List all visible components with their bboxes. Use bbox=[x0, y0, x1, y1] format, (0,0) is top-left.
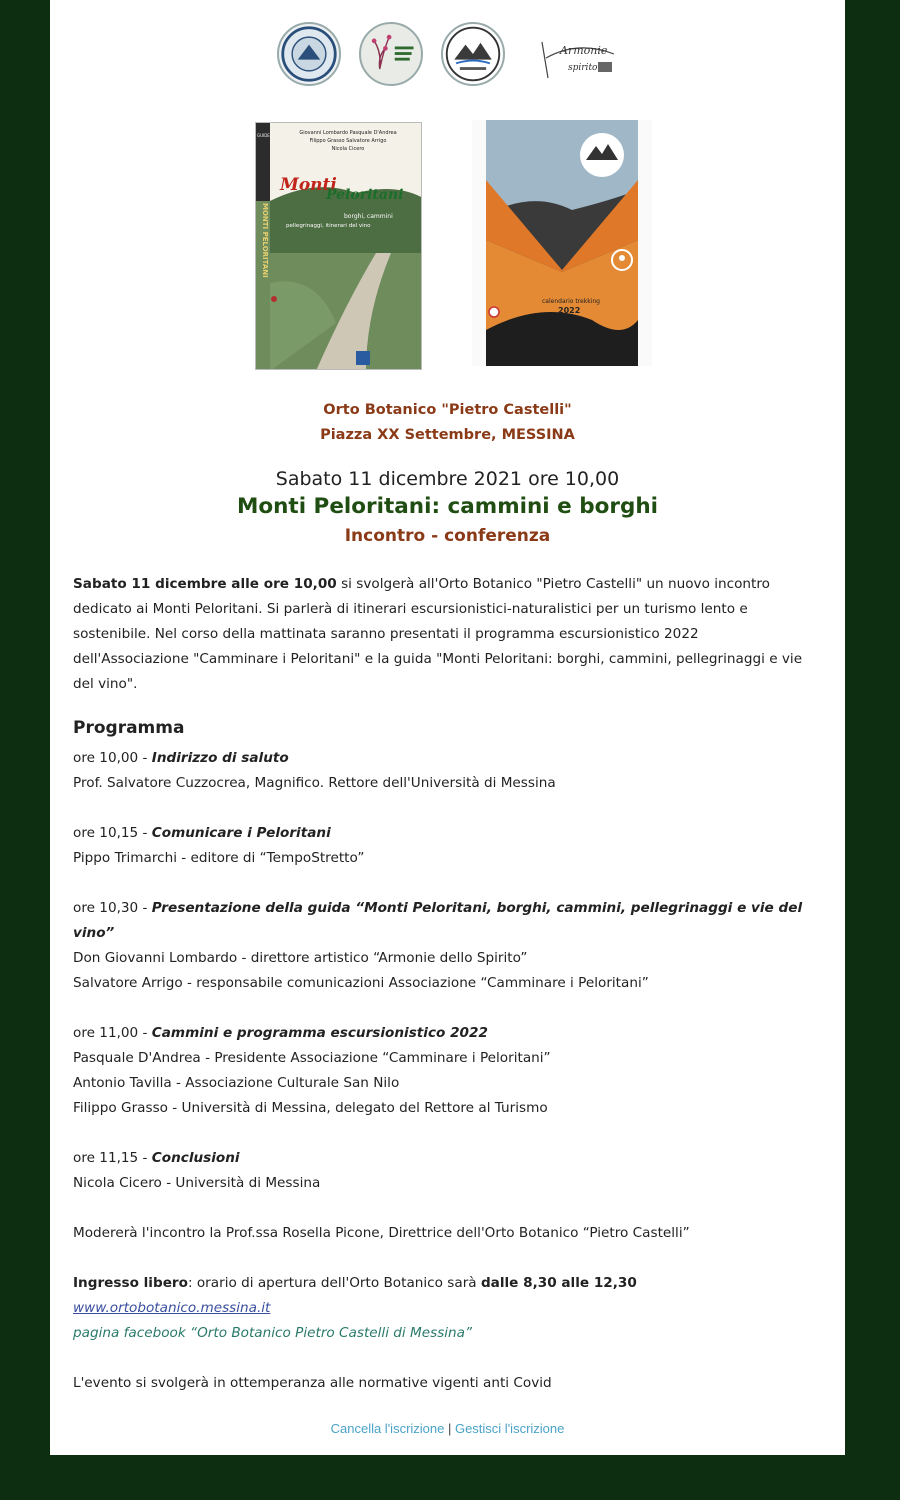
website-link[interactable]: www.ortobotanico.messina.it bbox=[73, 1300, 271, 1316]
session-speaker: Pasquale D'Andrea - Presidente Associazione “Camminare i Peloritani” bbox=[73, 1050, 551, 1066]
session-speaker: Antonio Tavilla - Associazione Culturale San Nilo bbox=[73, 1075, 400, 1091]
session-speaker: Pippo Trimarchi - editore di “TempoStretto” bbox=[73, 850, 365, 866]
session-2 bbox=[73, 821, 813, 871]
intro-text: si svolgerà all'Orto Botanico "Pietro Castelli" un nuovo incontro dedicato ai Monti Peloritani. Si parlerà di itinerari escursionistici-naturalistici per un turismo lento e sostenibile. Nel corso della mattinata saranno presentati il programma escursionistico 2022 dell'Associazione "Camminare i Peloritani" e la guida "Monti Peloritani: borghi, cammini, pellegrinaggi e vie del vino". bbox=[73, 576, 803, 693]
book-covers bbox=[50, 120, 845, 380]
session-speaker: Filippo Grasso - Università di Messina, delegato del Rettore al Turismo bbox=[73, 1100, 548, 1116]
ingresso-hours: dalle 8,30 alle 12,30 bbox=[480, 1275, 637, 1291]
partner-logos bbox=[50, 22, 845, 92]
book-authors-3: Nicola Cicero bbox=[331, 146, 365, 152]
venue-address: Piazza XX Settembre, MESSINA bbox=[320, 427, 575, 443]
session-topic: Conclusioni bbox=[151, 1150, 240, 1166]
covid-note: L'evento si svolgerà in ottemperanza alle normative vigenti anti Covid bbox=[73, 1375, 552, 1391]
session-5 bbox=[73, 1146, 813, 1196]
ingresso-info bbox=[73, 1271, 813, 1296]
book-authors-2: Filippo Grasso Salvatore Arrigo bbox=[309, 138, 387, 144]
ingresso-text: : orario di apertura dell'Orto Botanico sarà bbox=[187, 1275, 481, 1291]
book-title-monti: Monti bbox=[280, 175, 337, 195]
programma-list bbox=[73, 746, 813, 1396]
event-intro bbox=[73, 572, 813, 697]
university-seal-icon bbox=[277, 22, 341, 86]
book-tag: GUIDE bbox=[257, 133, 270, 138]
session-topic: Cammini e programma escursionistico 2022 bbox=[151, 1025, 488, 1041]
camminare-peloritani-logo-icon bbox=[441, 22, 505, 86]
subscription-footer bbox=[50, 1421, 845, 1436]
event-title: Monti Peloritani: cammini e borghi bbox=[236, 494, 659, 519]
armonie-dello-spirito-logo-icon bbox=[538, 32, 618, 82]
session-speaker: Prof. Salvatore Cuzzocrea, Magnifico. Rettore dell'Università di Messina bbox=[73, 775, 556, 791]
facebook-page-text: pagina facebook “Orto Botanico Pietro Castelli di Messina” bbox=[73, 1325, 473, 1341]
footer-separator: | bbox=[444, 1421, 455, 1436]
calendar-label: calendario trekking bbox=[542, 298, 600, 305]
session-topic: Presentazione della guida “Monti Peloritani, borghi, cammini, pellegrinaggi e vie del vino” bbox=[73, 900, 803, 941]
session-3 bbox=[73, 896, 813, 996]
newsletter-sheet bbox=[50, 0, 845, 1455]
book-sub-2: pellegrinaggi, itinerari del vino bbox=[286, 223, 371, 229]
session-time: ore 10,15 - bbox=[73, 825, 152, 841]
event-subtitle: Incontro - conferenza bbox=[344, 526, 551, 546]
guide-book-cover bbox=[255, 122, 422, 370]
event-date: Sabato 11 dicembre 2021 ore 10,00 bbox=[275, 468, 620, 490]
calendar-year: 2022 bbox=[558, 306, 581, 315]
manage-subscription-link[interactable]: Gestisci l'iscrizione bbox=[454, 1421, 565, 1436]
session-speaker: Nicola Cicero - Università di Messina bbox=[73, 1175, 321, 1191]
session-time: ore 11,00 - bbox=[73, 1025, 152, 1041]
ingresso-label: Ingresso libero bbox=[73, 1275, 188, 1291]
book-authors-1: Giovanni Lombardo Pasquale D'Andrea bbox=[299, 130, 397, 136]
svg-text:Armonie: Armonie bbox=[560, 44, 608, 57]
session-time: ore 10,00 - bbox=[73, 750, 152, 766]
session-time: ore 10,30 - bbox=[73, 900, 152, 916]
session-speaker: Don Giovanni Lombardo - direttore artistico “Armonie dello Spirito” bbox=[73, 950, 528, 966]
book-sub-1: borghi, cammini bbox=[344, 213, 393, 220]
book-spine-text: MONTI PELORITANI bbox=[261, 203, 269, 278]
svg-text:spirito: spirito bbox=[568, 63, 598, 73]
session-topic: Indirizzo di saluto bbox=[151, 750, 289, 766]
book-title-peloritani: Peloritani bbox=[326, 187, 404, 203]
intro-bold: Sabato 11 dicembre alle ore 10,00 bbox=[73, 576, 337, 592]
programma-heading: Programma bbox=[73, 718, 185, 738]
moderator-note: Modererà l'incontro la Prof.ssa Rosella Picone, Direttrice dell'Orto Botanico “Pietro Castelli” bbox=[73, 1225, 690, 1241]
trekking-calendar-cover bbox=[472, 120, 652, 366]
session-4 bbox=[73, 1021, 813, 1121]
session-speaker: Salvatore Arrigo - responsabile comunicazioni Associazione “Camminare i Peloritani” bbox=[73, 975, 649, 991]
venue-name: Orto Botanico "Pietro Castelli" bbox=[323, 402, 572, 418]
venue-info bbox=[50, 398, 845, 448]
session-topic: Comunicare i Peloritani bbox=[151, 825, 331, 841]
session-1 bbox=[73, 746, 813, 796]
unsubscribe-link[interactable]: Cancella l'iscrizione bbox=[330, 1421, 445, 1436]
session-time: ore 11,15 - bbox=[73, 1150, 152, 1166]
orto-botanico-logo-icon bbox=[359, 22, 423, 86]
